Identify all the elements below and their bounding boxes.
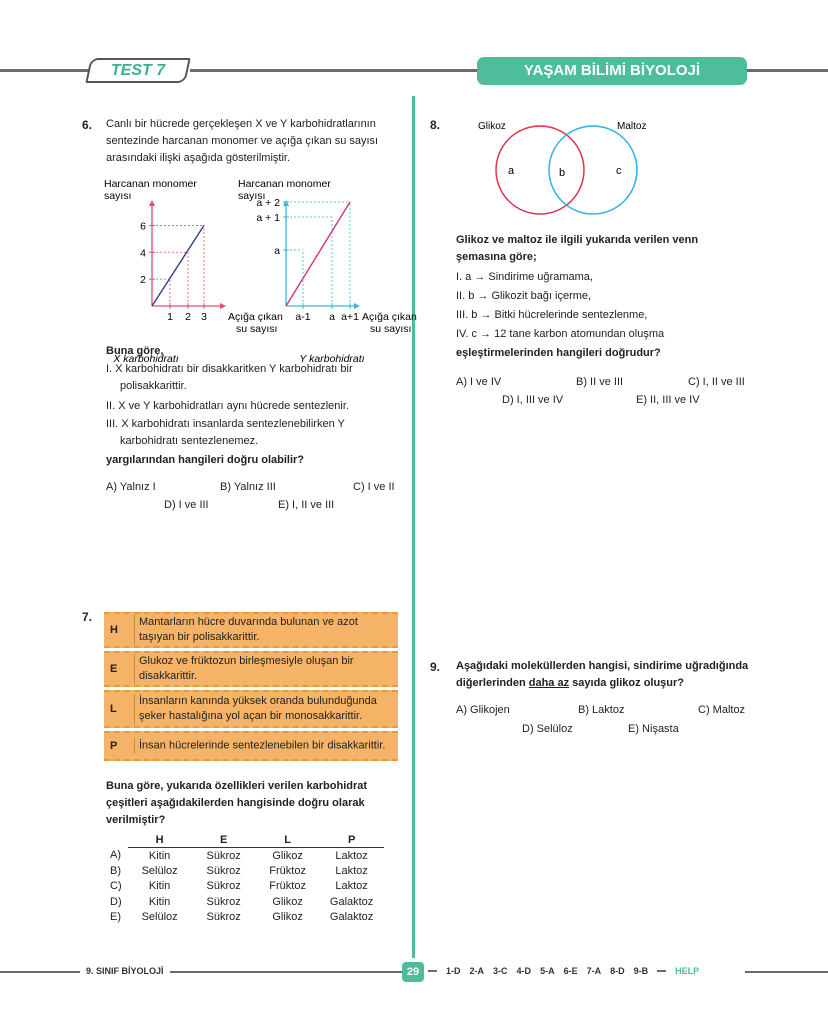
row-text: İnsan hücrelerinde sentezlenebilen bir disakkarittir. — [134, 739, 396, 754]
table-cell: Selüloz — [141, 911, 178, 924]
row-key: E — [110, 663, 118, 675]
table-cell: D) — [110, 895, 122, 908]
table-cell: Kitin — [148, 895, 171, 908]
footer-rule-left — [0, 971, 80, 973]
q8-item-3: III. b → Bitki hücrelerinde sentezlenme, — [456, 309, 648, 321]
q6-option-d[interactable]: D) I ve III — [164, 499, 209, 511]
q9-stem-emphasis: daha az — [528, 677, 570, 689]
q9-option-b[interactable]: B) Laktoz — [578, 704, 625, 716]
y-arrow-icon — [149, 200, 155, 206]
footer-rule-mid — [170, 971, 402, 973]
q9-option-a[interactable]: A) Glikojen — [456, 704, 510, 716]
chart-caption: Y karbohidratı — [299, 353, 365, 365]
row-key: L — [110, 703, 117, 715]
chart-y-tick-label: a + 1 — [256, 212, 280, 224]
chart-data-line — [152, 225, 204, 306]
chart-x-tick-label: 3 — [201, 311, 207, 323]
q8-option-e[interactable]: E) II, III ve IV — [636, 394, 700, 406]
chart-x-label: Açığa çıkan — [362, 311, 417, 323]
table-cell: Sükroz — [206, 895, 241, 908]
chart-x-tick-label: 2 — [185, 311, 191, 323]
chart-x-label: Açığa çıkan — [228, 311, 283, 323]
footer-book-title: 9. SINIF BİYOLOJİ — [86, 966, 164, 976]
header-rule-mid — [190, 69, 480, 72]
chart-y-tick-label: 6 — [140, 220, 146, 233]
q7-answer-table — [104, 832, 384, 925]
q9-stem — [456, 658, 750, 692]
page-number: 29 — [402, 962, 424, 982]
q8-option-b[interactable]: B) II ve III — [576, 376, 624, 388]
q7-number: 7. — [82, 610, 93, 624]
q8-ask: eşleştirmelerinden hangileri doğrudur? — [456, 347, 661, 359]
table-cell: B) — [110, 864, 121, 877]
answer-key-item: 8-D — [610, 966, 625, 976]
answer-separator — [657, 970, 666, 972]
venn-region-c: c — [616, 165, 622, 177]
table-cell: Glikoz — [272, 849, 303, 862]
q6-option-b[interactable]: B) Yalnız III — [220, 481, 276, 493]
q8-item-1: I. a → Sindirime uğramama, — [456, 271, 593, 283]
q8-option-a[interactable]: A) I ve IV — [456, 376, 502, 388]
table-row[interactable] — [104, 894, 384, 910]
table-header: E — [192, 832, 256, 848]
venn-region-b: b — [559, 167, 566, 179]
chart-y-tick-label: a + 2 — [256, 197, 280, 209]
venn-region-a: a — [508, 165, 515, 177]
column-divider — [412, 96, 415, 958]
table-row[interactable] — [104, 848, 384, 864]
header-rule-right — [745, 69, 828, 72]
q9-option-d[interactable]: D) Selüloz — [522, 723, 573, 735]
q9-option-c[interactable]: C) Maltoz — [698, 704, 746, 716]
q6-stem: Canlı bir hücrede gerçekleşen X ve Y karbohidratlarının sentezinde harcanan monomer ve açığa çıkan su sayısı arasındaki ilişki aşağıda gösterilmiştir. — [106, 118, 379, 164]
answer-key-item: 5-A — [540, 966, 555, 976]
chart-y-label-line2: sayısı — [104, 190, 132, 202]
table-cell: C) — [110, 880, 122, 893]
q8-item-2: II. b → Glikozit bağı içerme, — [456, 290, 592, 302]
q9-stem-part: Aşağıdaki moleküllerden hangisi, sindirime uğradığında diğerlerinden — [456, 660, 749, 689]
chart-x-tick-label: 1 — [167, 311, 173, 323]
q6-item-1: I. X karbohidratı bir disakkaritken Y karbohidratı bir polisakkarittir. — [106, 363, 353, 392]
footer-rule-right — [745, 971, 828, 973]
table-cell: Glikoz — [272, 895, 303, 908]
table-cell: Galaktoz — [329, 911, 374, 924]
table-header: P — [320, 832, 384, 848]
table-cell: Sükroz — [206, 880, 241, 893]
chart-x-tick-label: a-1 — [295, 311, 311, 323]
table-row[interactable] — [104, 863, 384, 879]
answer-key-item: 4-D — [516, 966, 532, 976]
table-cell: Kitin — [148, 849, 171, 862]
q6-option-c[interactable]: C) I ve II — [353, 481, 395, 493]
x-arrow-icon — [220, 303, 226, 309]
q7-ask: Buna göre, yukarıda özellikleri verilen karbohidrat çeşitleri aşağıdakilerden hangisinde doğru olarak verilmiştir? — [106, 780, 368, 826]
table-header — [104, 832, 128, 848]
answer-key-item: 9-B — [633, 966, 649, 976]
row-key: P — [110, 740, 118, 752]
table-cell: Galaktoz — [329, 895, 374, 908]
q9-option-e[interactable]: E) Nişasta — [628, 723, 679, 735]
header-rule-left — [0, 69, 90, 72]
table-cell: E) — [110, 911, 121, 924]
q7-row-l — [104, 690, 398, 728]
q6-option-a[interactable]: A) Yalnız I — [106, 481, 156, 493]
table-cell: Sükroz — [206, 864, 241, 877]
q6-item-2: II. X ve Y karbohidratları aynı hücrede sentezlenir. — [106, 400, 349, 412]
table-cell: Sükroz — [206, 911, 241, 924]
chart-y-label: Harcanan monomer — [238, 178, 331, 190]
chart-caption: X karbohidratı — [113, 353, 179, 365]
q9-number: 9. — [430, 660, 441, 674]
chart-y-label-line2: sayısı — [238, 190, 266, 202]
q8-number: 8. — [430, 118, 441, 132]
chart-y-label: Harcanan monomer — [104, 178, 197, 190]
q7-row-e — [104, 651, 398, 687]
table-cell: Laktoz — [335, 880, 368, 893]
chart-y-tick-label: 4 — [140, 247, 146, 260]
y-arrow-icon — [283, 200, 289, 206]
q8-stem: Glikoz ve maltoz ile ilgili yukarıda verilen venn şemasına göre; — [456, 234, 699, 263]
table-cell: Früktoz — [269, 880, 306, 893]
test-badge — [85, 58, 190, 83]
q8-option-d[interactable]: D) I, III ve IV — [502, 394, 564, 406]
subject-banner: YAŞAM BİLİMİ BİYOLOJİ — [477, 57, 747, 85]
answer-separator — [428, 970, 437, 972]
x-arrow-icon — [354, 303, 360, 309]
table-cell: Kitin — [148, 880, 171, 893]
answer-key-item: 1-D — [446, 966, 461, 976]
table-cell: Früktoz — [269, 864, 306, 877]
chart-y-tick-label: 2 — [140, 274, 146, 287]
answer-key-item: 3-C — [493, 966, 508, 976]
help-label: HELP — [675, 966, 700, 976]
table-cell: Laktoz — [335, 849, 368, 862]
chart-x-tick-label: a — [329, 311, 335, 323]
row-text: Mantarların hücre duvarında bulunan ve azot taşıyan bir polisakkarittir. — [134, 615, 396, 645]
chart-data-line — [286, 202, 350, 306]
q7-row-p — [104, 731, 398, 761]
chart-y-tick-label: a — [274, 245, 280, 257]
q7-row-h — [104, 612, 398, 648]
venn-label-glikoz: Glikoz — [478, 121, 506, 132]
q8-venn-diagram — [470, 115, 670, 220]
table-cell: Laktoz — [335, 864, 368, 877]
venn-label-maltoz: Maltoz — [617, 121, 647, 132]
answer-key — [428, 966, 699, 976]
q6-item-3: III. X karbohidratı insanlarda sentezlenebilirken Y karbohidratı sentezlenemez. — [106, 418, 345, 447]
table-row[interactable] — [104, 879, 384, 895]
table-cell: Sükroz — [206, 849, 241, 862]
q6-lead: Buna göre, — [106, 345, 164, 357]
chart-x-tick-label: a+1 — [341, 311, 359, 323]
q6-option-e[interactable]: E) I, II ve III — [278, 499, 335, 511]
row-key: H — [110, 624, 118, 636]
table-header: L — [256, 832, 320, 848]
table-cell: Selüloz — [141, 864, 178, 877]
q6-ask: yargılarından hangileri doğru olabilir? — [106, 454, 305, 466]
table-cell: Glikoz — [272, 911, 303, 924]
table-cell: A) — [110, 849, 121, 862]
answer-key-item: 6-E — [563, 966, 578, 976]
chart-x-label-line2: su sayısı — [236, 323, 278, 335]
row-text: İnsanların kanında yüksek oranda bulunduğunda şeker hastalığına yol açan bir monosakkarittir. — [134, 694, 396, 724]
answer-key-item: 2-A — [469, 966, 485, 976]
q8-option-c[interactable]: C) I, II ve III — [688, 376, 745, 388]
table-row[interactable] — [104, 910, 384, 926]
row-text: Glukoz ve früktozun birleşmesiyle oluşan bir disakkarittir. — [134, 654, 396, 684]
q6-number: 6. — [82, 118, 93, 132]
test-label: TEST 7 — [110, 62, 166, 79]
chart-x-label-line2: su sayısı — [370, 323, 412, 335]
answer-key-item: 7-A — [586, 966, 602, 976]
q8-item-4: IV. c → 12 tane karbon atomundan oluşma — [456, 328, 665, 340]
q9-stem-part: sayıda glikoz oluşur? — [569, 677, 685, 689]
table-header: H — [128, 832, 192, 848]
